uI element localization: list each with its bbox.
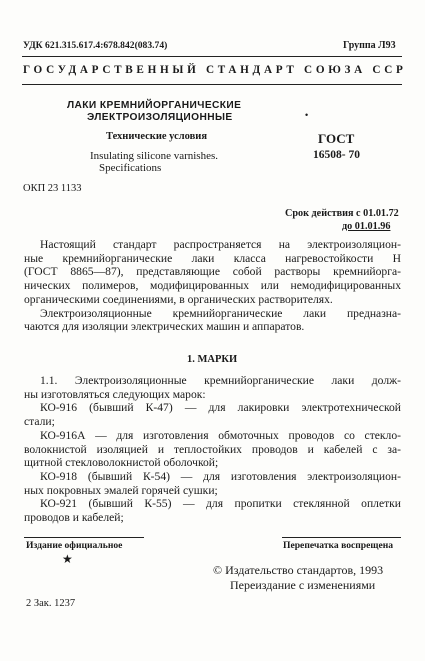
section-line: КО-916А — для изготовления обмоточных проводов со стекло-: [40, 428, 401, 442]
intro-line: Настоящий стандарт распространяется на электроизоляцион-: [40, 238, 401, 251]
validity-to: до 01.01.96: [342, 221, 391, 232]
order-number: 2 Зак. 1237: [26, 598, 76, 609]
section-line: КО-921 (бывший К-55) — для пропитки стеклянной оплетки: [40, 497, 401, 511]
section-line: проводов и кабелей;: [24, 511, 124, 525]
subtitle: Технические условия: [106, 131, 208, 142]
bullet-mark: •: [305, 110, 309, 120]
header-rule: [22, 56, 402, 57]
intro-line: ные кремнийорганические лаки класса нагревостойкости Н: [24, 251, 401, 265]
section-line: ны изготовляться следующих марок:: [24, 387, 206, 401]
section-line: щитной стекловолокнистой оболочкой;: [24, 456, 219, 470]
footer-rule-left: [24, 537, 144, 538]
intro-line: (ГОСТ 8865—87), представляющие собой растворы кремнийоргa-: [24, 265, 401, 279]
intro-paragraph: [24, 238, 401, 334]
reprint-notice: Перепечатка воспрещена: [283, 540, 394, 551]
udk-code: УДК 621.315.617.4:678.842(083.74): [23, 40, 168, 51]
section-line: КО-918 (бывший К-54) — для изготовления электроизоляцион-: [40, 469, 401, 483]
section-body: [24, 374, 401, 525]
section-line: волокнистой изоляцией и теплостойких проводов и кабелей с за-: [24, 442, 401, 456]
official-edition: Издание официальное: [26, 540, 123, 551]
section-heading: 1. МАРКИ: [187, 354, 238, 365]
group-code: Группа Л93: [343, 40, 396, 51]
validity-from: Срок действия с 01.01.72: [285, 208, 399, 219]
banner-rule: [22, 84, 402, 85]
title-line-1: ЛАКИ КРЕМНИЙОРГАНИЧЕСКИЕ: [67, 100, 242, 111]
footer-rule-right: [282, 537, 401, 538]
okp-code: ОКП 23 1133: [23, 183, 82, 194]
purpose-line: Электроизоляционные кремнийорганические лаки предназна-: [40, 306, 401, 320]
english-title-2: Specifications: [99, 162, 162, 174]
intro-line: органическими соединениями, в органических растворителях.: [24, 292, 333, 306]
english-title-1: Insulating silicone varnishes.: [90, 150, 219, 162]
title-line-2: ЭЛЕКТРОИЗОЛЯЦИОННЫЕ: [87, 112, 233, 123]
section-line: ных покровных эмалей горячей сушки;: [24, 483, 218, 497]
reissue-line: Переиздание с изменениями: [230, 578, 376, 592]
standard-banner: ГОСУДАРСТВЕННЫЙ СТАНДАРТ СОЮЗА ССР: [23, 64, 407, 76]
copyright-line: © Издательство стандартов, 1993: [213, 563, 384, 577]
gost-label: ГОСТ: [318, 131, 355, 146]
section-line: 1.1. Электроизоляционные кремнийорганические лаки долж-: [40, 374, 401, 387]
star-icon: ★: [62, 552, 73, 566]
intro-line: нических полимеров, модифицированных или немодифицированных: [24, 279, 401, 293]
gost-number: 16508- 70: [313, 149, 360, 161]
purpose-line: чаются для изоляции электрических машин и аппаратов.: [24, 320, 305, 334]
section-line: КО-916 (бывший К-47) — для лакировки электротехнической: [40, 401, 401, 415]
section-line: стали;: [24, 415, 55, 429]
